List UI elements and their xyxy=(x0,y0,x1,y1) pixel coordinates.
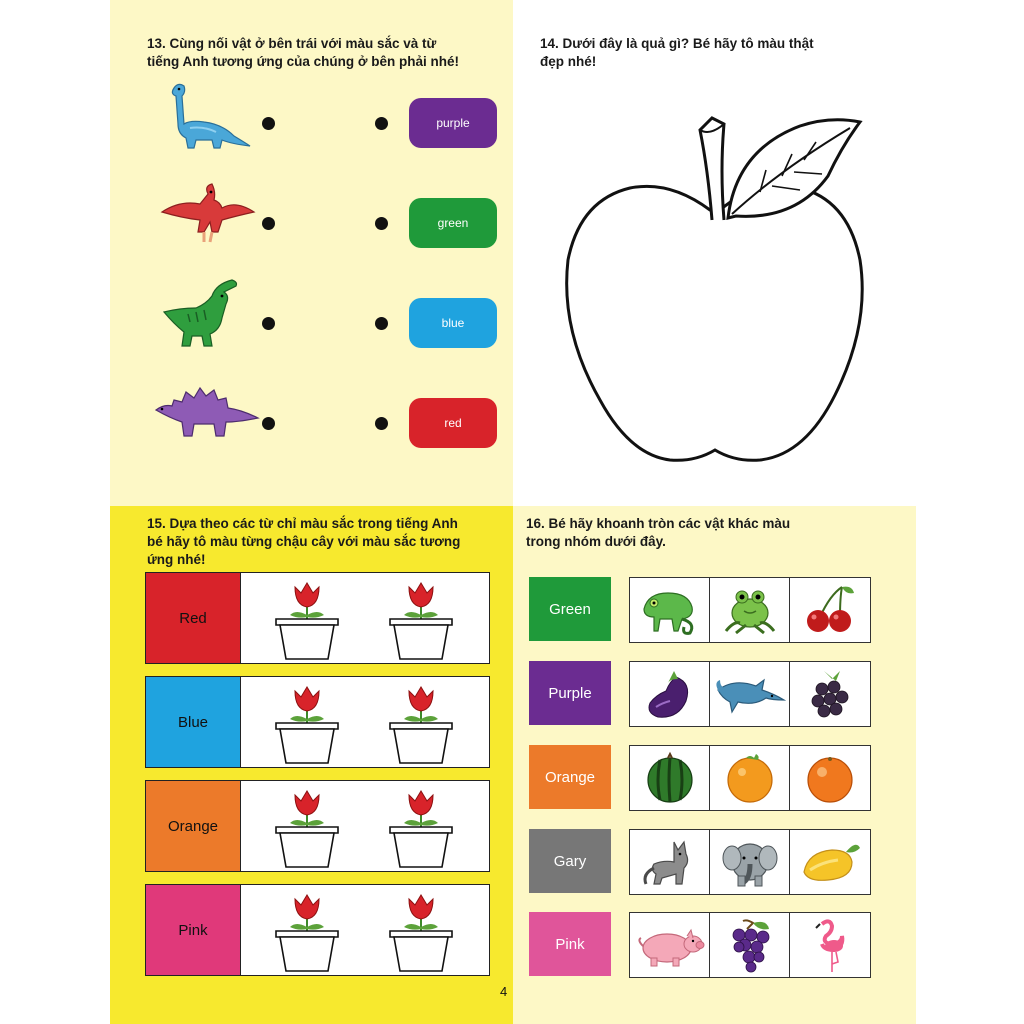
pot-row-red xyxy=(145,572,490,664)
item-cell[interactable] xyxy=(630,578,710,642)
item-row-purple xyxy=(629,661,871,727)
color-swatch-gary xyxy=(529,829,611,893)
flower-pot-icon[interactable] xyxy=(386,683,456,770)
pot-row-blue xyxy=(145,676,490,768)
blue-brachiosaurus-icon xyxy=(160,80,252,152)
match-dot-left[interactable] xyxy=(262,117,275,130)
page-number: 4 xyxy=(500,984,508,999)
swatch-label: Blue xyxy=(177,713,209,731)
exercise-14-title xyxy=(540,35,814,71)
item-cell[interactable] xyxy=(790,830,870,894)
exercise-15-title-line1: 15. Dựa theo các từ chỉ màu sắc trong tiếng Anh xyxy=(147,516,458,531)
item-cell[interactable] xyxy=(630,913,710,977)
cherries-icon xyxy=(800,583,860,637)
flower-pot-icon[interactable] xyxy=(386,891,456,978)
exercise-13-title xyxy=(147,35,459,71)
elephant-icon xyxy=(720,834,780,890)
pig-icon xyxy=(635,920,705,970)
item-cell[interactable] xyxy=(790,913,870,977)
color-swatch-green xyxy=(529,577,611,641)
match-dot-left[interactable] xyxy=(262,217,275,230)
exercise-15-title-line2: bé hãy tô màu từng chậu cây với màu sắc tương xyxy=(147,534,461,549)
color-swatch-pink xyxy=(146,885,241,975)
match-dot-right[interactable] xyxy=(375,217,388,230)
exercise-16-title-line2: trong nhóm dưới đây. xyxy=(526,534,666,549)
swatch-label: Orange xyxy=(544,768,596,786)
apple-outline-icon xyxy=(560,110,870,470)
flower-pot-icon[interactable] xyxy=(272,683,342,770)
color-pill-label: purple xyxy=(436,116,470,130)
item-row-green xyxy=(629,577,871,643)
swatch-label: Red xyxy=(179,609,207,627)
tangerine-icon xyxy=(802,750,858,806)
eggplant-icon xyxy=(640,667,700,721)
match-dot-left[interactable] xyxy=(262,317,275,330)
flower-pot-icon[interactable] xyxy=(272,891,342,978)
item-cell[interactable] xyxy=(710,578,790,642)
exercise-15-title-line3: ứng nhé! xyxy=(147,552,206,567)
pot-row-pink xyxy=(145,884,490,976)
exercise-15-title xyxy=(147,515,460,569)
color-swatch-orange xyxy=(146,781,241,871)
swatch-label: Green xyxy=(549,600,591,618)
color-pill-purple xyxy=(409,98,497,148)
match-dot-right[interactable] xyxy=(375,417,388,430)
item-cell[interactable] xyxy=(710,830,790,894)
color-swatch-pink xyxy=(529,912,611,976)
color-pill-label: green xyxy=(437,216,469,230)
cat-icon xyxy=(640,834,700,890)
exercise-16-title xyxy=(526,515,790,551)
swatch-label: Orange xyxy=(167,817,219,835)
red-pterodactyl-icon xyxy=(160,182,256,248)
blackberry-icon xyxy=(802,667,858,721)
item-row-gary xyxy=(629,829,871,895)
flamingo-icon xyxy=(810,916,850,974)
item-cell[interactable] xyxy=(710,746,790,810)
match-dot-right[interactable] xyxy=(375,117,388,130)
color-pill-label: red xyxy=(444,416,462,430)
exercise-16-title-line1: 16. Bé hãy khoanh tròn các vật khác màu xyxy=(526,516,791,531)
match-dot-left[interactable] xyxy=(262,417,275,430)
item-cell[interactable] xyxy=(630,830,710,894)
frog-icon xyxy=(720,583,780,637)
swatch-label: Pink xyxy=(555,935,585,953)
item-row-orange xyxy=(629,745,871,811)
pot-row-orange xyxy=(145,780,490,872)
item-cell[interactable] xyxy=(790,662,870,726)
color-swatch-red xyxy=(146,573,241,663)
green-parasaurolophus-icon xyxy=(160,278,256,350)
item-cell[interactable] xyxy=(710,662,790,726)
color-pill-label: blue xyxy=(441,316,465,330)
exercise-13-title-line1: 13. Cùng nối vật ở bên trái với màu sắc và từ xyxy=(147,36,437,51)
watermelon-icon xyxy=(642,750,698,806)
swatch-label: Pink xyxy=(178,921,208,939)
item-cell[interactable] xyxy=(630,662,710,726)
dolphin-icon xyxy=(714,672,786,716)
flower-pot-icon[interactable] xyxy=(272,787,342,874)
mango-icon xyxy=(798,838,862,886)
purple-stegosaurus-icon xyxy=(152,384,260,440)
color-pill-green xyxy=(409,198,497,248)
color-pill-blue xyxy=(409,298,497,348)
orange-icon xyxy=(722,750,778,806)
color-swatch-orange xyxy=(529,745,611,809)
color-swatch-blue xyxy=(146,677,241,767)
exercise-13-title-line2: tiếng Anh tương ứng của chúng ở bên phải nhé! xyxy=(147,54,459,69)
item-cell[interactable] xyxy=(630,746,710,810)
item-row-pink xyxy=(629,912,871,978)
exercise-14-title-line1: 14. Dưới đây là quả gì? Bé hãy tô màu thật xyxy=(540,36,814,51)
item-cell[interactable] xyxy=(790,746,870,810)
chameleon-icon xyxy=(638,583,702,637)
match-dot-right[interactable] xyxy=(375,317,388,330)
flower-pot-icon[interactable] xyxy=(272,579,342,666)
swatch-label: Purple xyxy=(548,684,592,702)
item-cell[interactable] xyxy=(790,578,870,642)
grapes-icon xyxy=(725,917,775,973)
exercise-14-title-line2: đẹp nhé! xyxy=(540,54,597,69)
flower-pot-icon[interactable] xyxy=(386,579,456,666)
item-cell[interactable] xyxy=(710,913,790,977)
color-swatch-purple xyxy=(529,661,611,725)
flower-pot-icon[interactable] xyxy=(386,787,456,874)
swatch-label: Gary xyxy=(553,852,587,870)
color-pill-red xyxy=(409,398,497,448)
